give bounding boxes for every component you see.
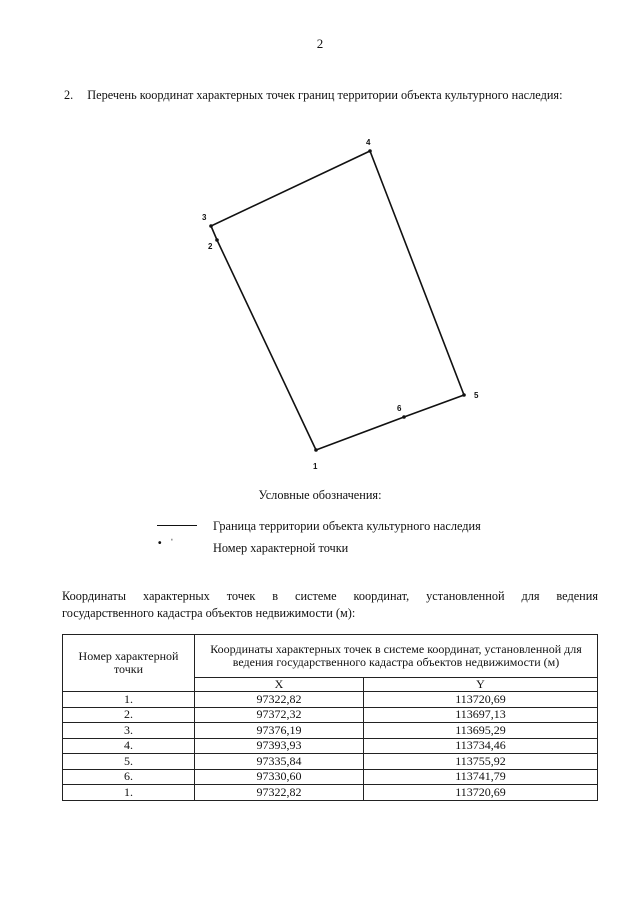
point-label-2: 2 bbox=[208, 242, 213, 251]
cell-y: 113741,79 bbox=[364, 769, 598, 785]
point-marker-5 bbox=[462, 393, 466, 397]
table-row bbox=[63, 707, 598, 723]
cell-x: 97330,60 bbox=[195, 769, 364, 785]
plan-point-5 bbox=[462, 391, 479, 400]
header-point-number: Номер характерной точки bbox=[63, 635, 195, 692]
point-marker-6 bbox=[402, 415, 406, 419]
cell-y: 113720,69 bbox=[364, 785, 598, 801]
coordinates-table bbox=[62, 634, 598, 801]
point-marker-3 bbox=[209, 224, 213, 228]
legend-point-label: Номер характерной точки bbox=[213, 541, 349, 555]
point-marker-4 bbox=[368, 149, 372, 153]
cell-point-number: 2. bbox=[63, 707, 195, 723]
cell-x: 97393,93 bbox=[195, 738, 364, 754]
cell-point-number: 6. bbox=[63, 769, 195, 785]
table-row bbox=[63, 769, 598, 785]
legend-line-label: Граница территории объекта культурного наследия bbox=[213, 519, 481, 533]
table-row bbox=[63, 754, 598, 770]
legend-point-symbol: • ˈ bbox=[158, 538, 177, 549]
cell-x: 97322,82 bbox=[195, 785, 364, 801]
cell-point-number: 4. bbox=[63, 738, 195, 754]
intro-line-2: государственного кадастра объектов недвижимости (м): bbox=[62, 606, 356, 620]
cell-y: 113755,92 bbox=[364, 754, 598, 770]
plan-point-1 bbox=[313, 448, 318, 471]
point-label-6: 6 bbox=[397, 404, 402, 413]
point-marker-2 bbox=[215, 238, 219, 242]
table-row bbox=[63, 785, 598, 801]
plan-point-3 bbox=[202, 213, 213, 228]
header-y: Y bbox=[364, 678, 598, 692]
cell-y: 113695,29 bbox=[364, 723, 598, 739]
section-title: Перечень координат характерных точек границ территории объекта культурного наследия: bbox=[87, 88, 563, 102]
plan-point-2 bbox=[208, 238, 219, 251]
intro-line-1: Координаты характерных точек в системе координат, установленной для ведения bbox=[62, 589, 598, 603]
cell-point-number: 5. bbox=[63, 754, 195, 770]
cell-x: 97372,32 bbox=[195, 707, 364, 723]
page-number: 2 bbox=[316, 36, 324, 51]
header-x: X bbox=[195, 678, 364, 692]
plan-point-4 bbox=[366, 138, 372, 153]
cell-y: 113734,46 bbox=[364, 738, 598, 754]
point-label-4: 4 bbox=[366, 138, 371, 147]
point-label-3: 3 bbox=[202, 213, 207, 222]
point-label-5: 5 bbox=[474, 391, 479, 400]
coordinates-intro bbox=[62, 588, 598, 622]
cell-y: 113697,13 bbox=[364, 707, 598, 723]
cell-x: 97322,82 bbox=[195, 692, 364, 708]
table-row bbox=[63, 738, 598, 754]
point-marker-1 bbox=[314, 448, 318, 452]
table-row bbox=[63, 723, 598, 739]
plan-point-6 bbox=[397, 404, 406, 419]
cell-point-number: 1. bbox=[63, 785, 195, 801]
cell-x: 97376,19 bbox=[195, 723, 364, 739]
legend-line-symbol bbox=[157, 525, 197, 526]
cell-point-number: 1. bbox=[63, 692, 195, 708]
cell-x: 97335,84 bbox=[195, 754, 364, 770]
legend-title: Условные обозначения: bbox=[258, 488, 382, 502]
section-number: 2. bbox=[64, 88, 74, 102]
boundary-polygon bbox=[211, 151, 464, 450]
header-coordinate-system: Координаты характерных точек в системе координат, установленной для ведения государственного кадастра объектов недвижимости (м) bbox=[195, 635, 598, 678]
cell-point-number: 3. bbox=[63, 723, 195, 739]
table-row bbox=[63, 692, 598, 708]
cell-y: 113720,69 bbox=[364, 692, 598, 708]
point-label-1: 1 bbox=[313, 462, 318, 471]
